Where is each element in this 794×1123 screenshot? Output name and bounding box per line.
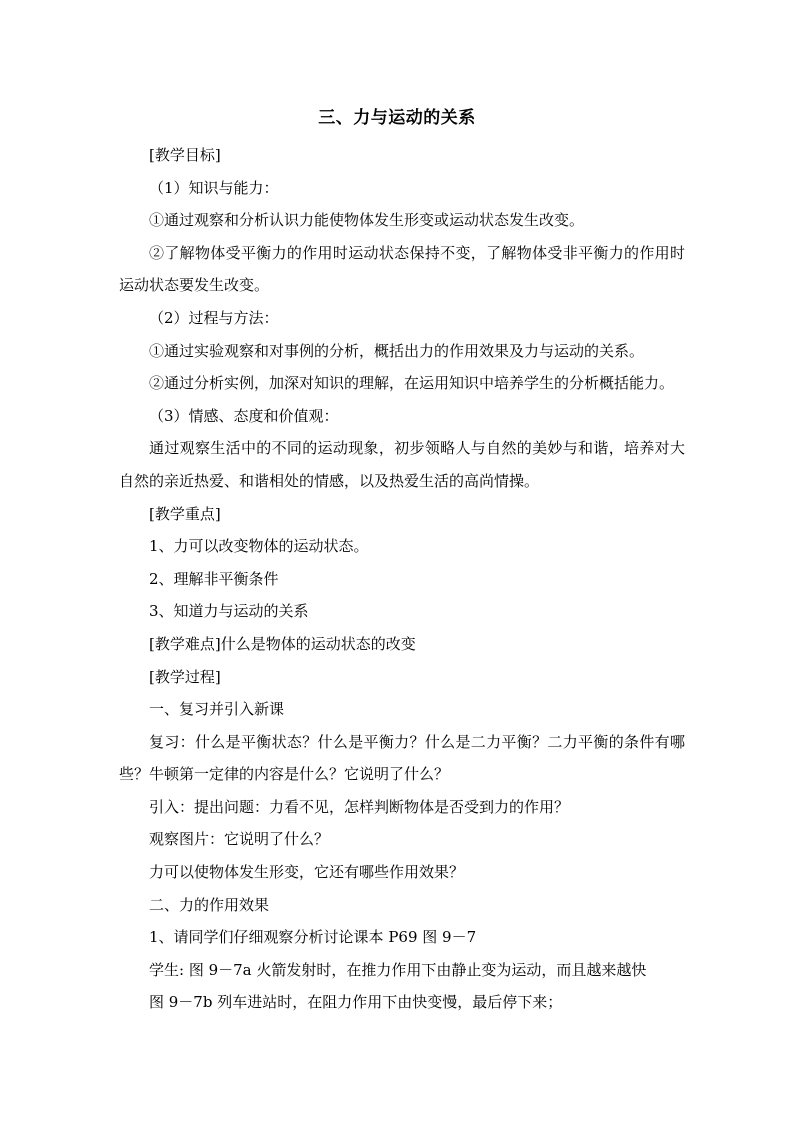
objective-item: ①通过实验观察和对事例的分析，概括出力的作用效果及力与运动的关系。 [149, 341, 645, 360]
document-body [119, 139, 685, 1019]
subheading-attitude: （3）情感、态度和价值观： [149, 406, 339, 425]
objective-item: ②通过分析实例，加深对知识的理解，在运用知识中培养学生的分析概括能力。 [149, 374, 675, 393]
paragraph: 图 9－7b 列车进站时，在阻力作用下由快变慢，最后停下来； [149, 993, 563, 1012]
step-heading: 二、力的作用效果 [149, 895, 270, 914]
section-heading-process: [教学过程] [149, 667, 221, 686]
key-point-item: 2、理解非平衡条件 [149, 569, 279, 588]
paragraph: 复习：什么是平衡状态？什么是平衡力？什么是二力平衡？二力平衡的条件有哪些？牛顿第一定律的内容是什么？它说明了什么？ [119, 732, 685, 784]
paragraph: 观察图片：它说明了什么？ [149, 830, 330, 849]
subheading-knowledge: （1）知识与能力： [149, 178, 279, 197]
paragraph: 1、请同学们仔细观察分析讨论课本 P69 图 9－7 [149, 928, 477, 947]
section-heading-difficulty: [教学难点]什么是物体的运动状态的改变 [149, 634, 416, 653]
key-point-item: 1、力可以改变物体的运动状态。 [149, 537, 369, 556]
paragraph: 引入：提出问题：力看不见，怎样判断物体是否受到力的作用？ [149, 797, 570, 816]
section-heading-key-points: [教学重点] [149, 504, 221, 523]
paragraph: 学生: 图 9－7a 火箭发射时，在推力作用下由静止变为运动，而且越来越快 [149, 960, 647, 979]
objective-item: ①通过观察和分析认识力能使物体发生形变或运动状态发生改变。 [149, 211, 585, 230]
paragraph: 力可以使物体发生形变，它还有哪些作用效果？ [149, 863, 465, 882]
key-point-item: 3、知道力与运动的关系 [149, 602, 309, 621]
document-title: 三、力与运动的关系 [318, 108, 476, 128]
objective-item: ②了解物体受平衡力的作用时运动状态保持不变，了解物体受非平衡力的作用时运动状态要发生改变。 [119, 243, 685, 295]
subheading-process: （2）过程与方法： [149, 308, 279, 327]
section-heading-objectives: [教学目标] [149, 146, 221, 164]
step-heading: 一、复习并引入新课 [149, 700, 285, 719]
objective-item: 通过观察生活中的不同的运动现象，初步领略人与自然的美妙与和谐，培养对大自然的亲近热爱、和谐相处的情感，以及热爱生活的高尚情操。 [119, 439, 685, 490]
